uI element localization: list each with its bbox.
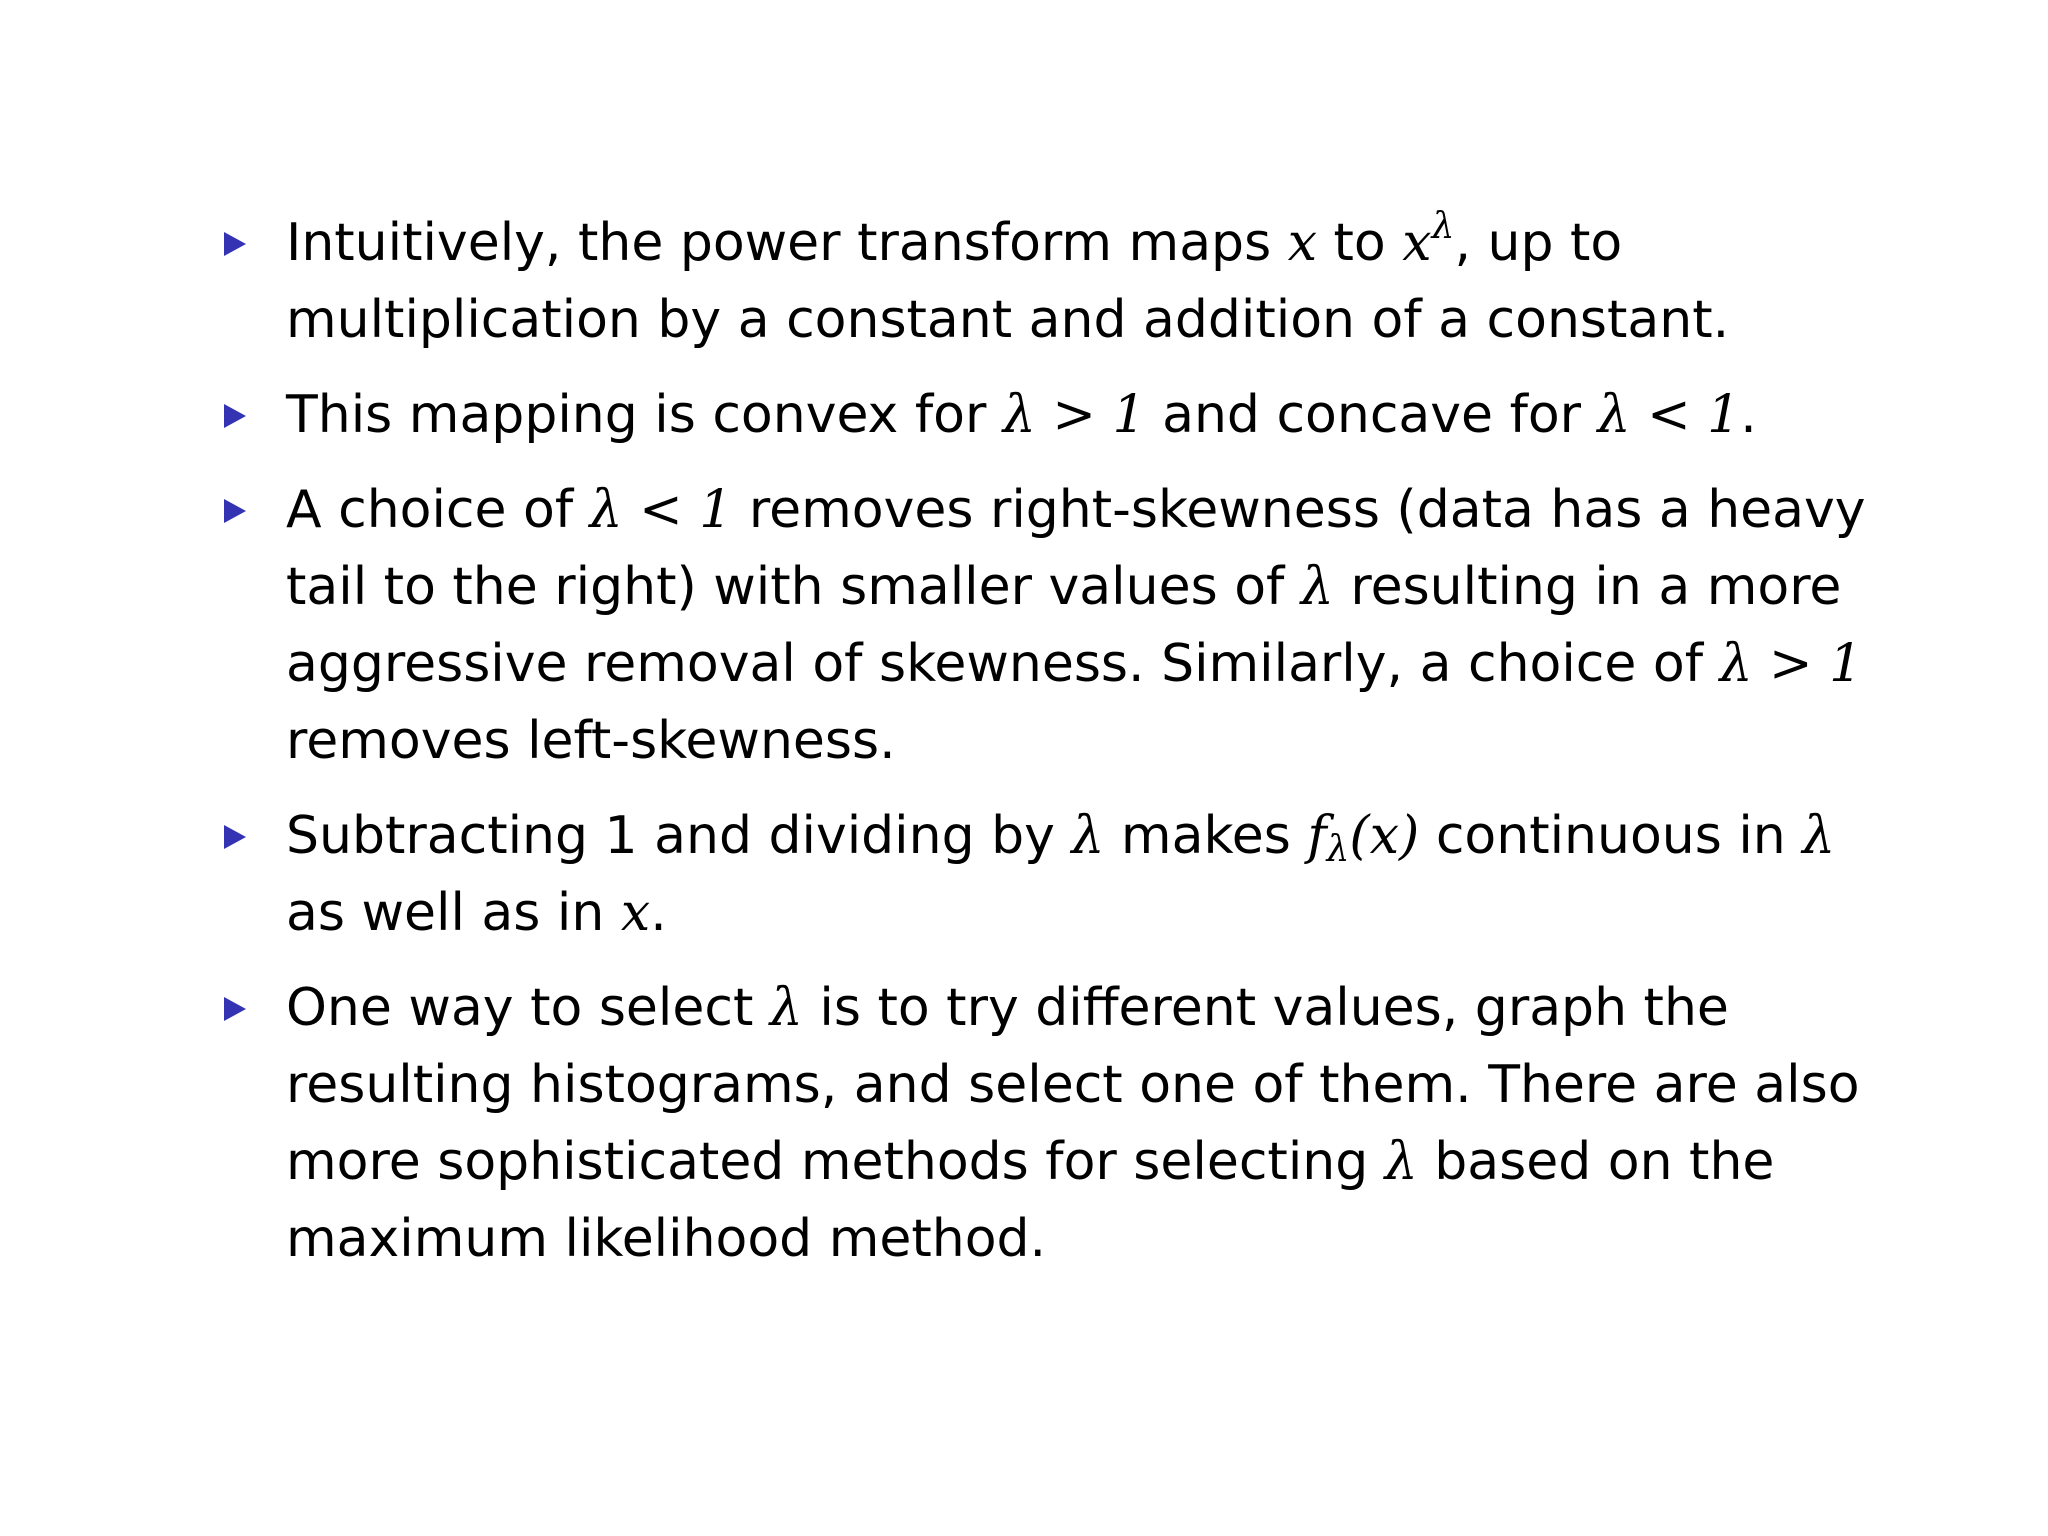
text: removes right-skewness (data has a heavy tail to the right) with smaller values of [286, 480, 1866, 617]
triangle-bullet-icon [224, 499, 246, 523]
math-lambda: λ [1300, 557, 1334, 617]
math-base: x [1402, 213, 1432, 273]
triangle-bullet-icon [224, 232, 246, 256]
bullet-item-selection [224, 970, 1884, 1278]
bullet-item-skewness [224, 472, 1884, 780]
text: One way to select [286, 978, 770, 1038]
math-inequality: λ < 1 [1597, 385, 1741, 445]
math-subscript: λ [1326, 829, 1350, 870]
math-exponent: λ [1431, 206, 1455, 247]
text: makes [1104, 806, 1308, 866]
bullet-item-continuity [224, 798, 1884, 952]
math-lambda: λ [769, 978, 803, 1038]
math-inequality: λ > 1 [1002, 385, 1146, 445]
text: and concave for [1145, 385, 1598, 445]
triangle-bullet-icon [224, 404, 246, 428]
math-x: x [620, 883, 651, 943]
text: continuous in [1419, 806, 1803, 866]
text: Subtracting 1 and dividing by [286, 806, 1072, 866]
math-function: f [1307, 806, 1327, 866]
triangle-bullet-icon [224, 825, 246, 849]
text: Intuitively, the power transform maps [286, 213, 1288, 273]
math-x: x [1287, 213, 1318, 273]
text: resulting in a more aggressive removal of skewness. Similarly, a choice of [286, 557, 1842, 694]
math-lambda: λ [1802, 806, 1836, 866]
text: , up to multiplication by a constant and addition of a constant. [286, 213, 1730, 350]
text: A choice of [286, 480, 590, 540]
math-inequality: λ < 1 [589, 480, 733, 540]
triangle-bullet-icon [224, 997, 246, 1021]
text: . [650, 883, 667, 943]
text: This mapping is convex for [286, 385, 1003, 445]
math-inequality: λ > 1 [1719, 634, 1863, 694]
text: as well as in [286, 883, 621, 943]
math-argument: (x) [1349, 806, 1420, 866]
text: . [1740, 385, 1757, 445]
text: based on the maximum likelihood method. [286, 1132, 1775, 1269]
text: is to try different values, graph the resulting histograms, and select one of them. There are also more sophisticated methods for selecting [286, 978, 1860, 1192]
math-lambda: λ [1071, 806, 1105, 866]
math-lambda: λ [1384, 1132, 1418, 1192]
bullet-item-power-transform [224, 205, 1884, 359]
text: to [1317, 213, 1403, 273]
bullet-item-convexity [224, 377, 1884, 454]
bullet-list [224, 205, 1884, 1296]
text: removes left-skewness. [286, 711, 896, 771]
